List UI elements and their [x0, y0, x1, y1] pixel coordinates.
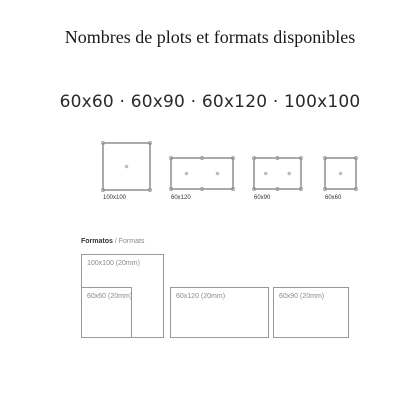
formats-heading-sep: /: [112, 238, 119, 245]
plot-center-dot: [216, 172, 220, 176]
tile-label-60x120: 60x120: [171, 195, 191, 201]
tile-label-60x60: 60x60: [325, 195, 342, 201]
formats-heading-sub: Formats: [118, 238, 145, 245]
format-box-60x60: [81, 287, 132, 338]
plot-center-dot: [339, 172, 343, 176]
format-box-60x120: [170, 287, 269, 338]
plot-center-dot: [125, 165, 129, 169]
format-label: 60x60 (20mm): [87, 293, 133, 300]
sizes-line: 60x60 · 60x90 · 60x120 · 100x100: [59, 92, 361, 112]
plot-center-dot: [264, 172, 268, 176]
tile-label-100x100: 100x100: [103, 195, 127, 201]
tile-outline: [171, 158, 233, 189]
format-box-60x90: [273, 287, 349, 338]
plot-center-dot: [185, 172, 189, 176]
plot-center-dot: [287, 172, 291, 176]
format-label: 60x120 (20mm): [176, 293, 226, 300]
tile-label-60x90: 60x90: [254, 195, 271, 201]
formats-heading: [81, 238, 144, 245]
page-title: Nombres de plots et formats disponibles: [64, 27, 356, 47]
format-label: 60x90 (20mm): [279, 293, 325, 300]
formats-heading-bold: Formatos: [81, 238, 113, 245]
tile-outline: [254, 158, 301, 189]
format-label: 100x100 (20mm): [87, 260, 140, 267]
